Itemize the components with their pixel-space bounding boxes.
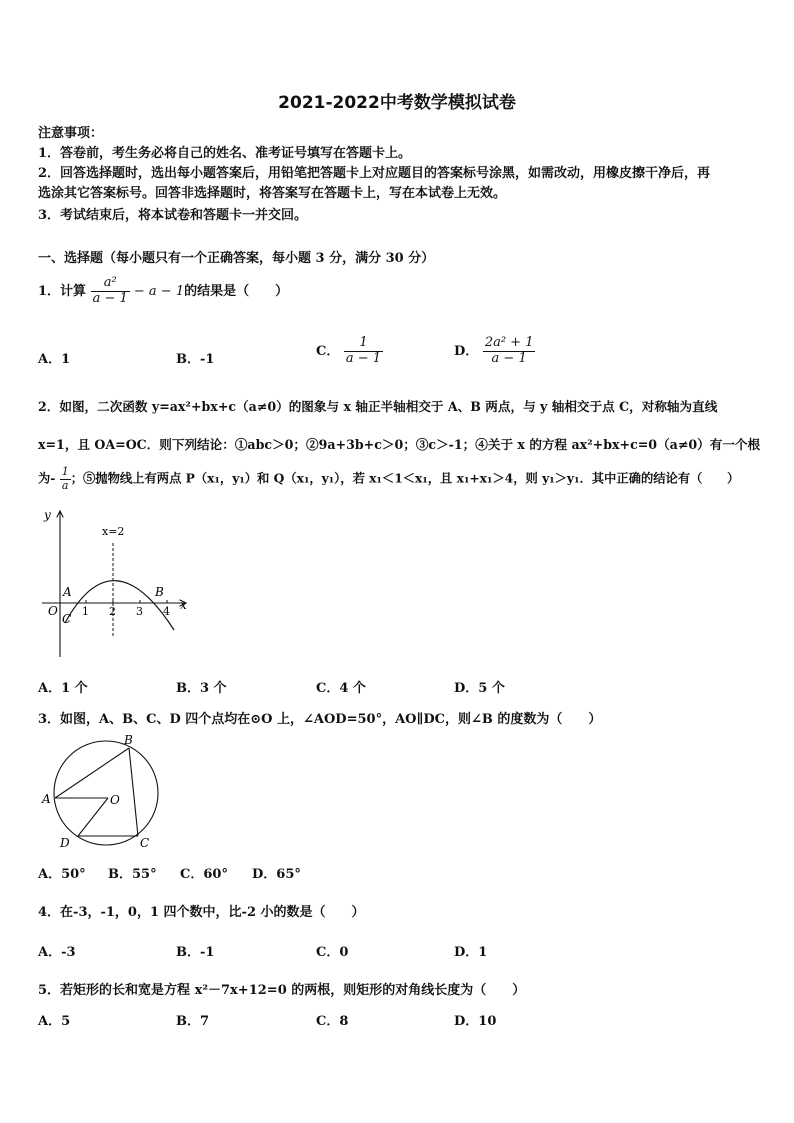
label-d: D [60, 836, 70, 850]
x-axis-label: x [180, 598, 187, 612]
segment-ab [55, 748, 129, 798]
page-title: 2021-2022中考数学模拟试卷 [278, 93, 516, 113]
notice-line-2b: 选涂其它答案标号。回答非选择题时，将答案写在答题卡上，写在本试卷上无效。 [38, 186, 507, 201]
q4-option-c[interactable]: C．0 [316, 945, 349, 960]
q1-option-d-num: 2a² + 1 [484, 335, 534, 350]
notice-line-2a: 2．回答选择题时，选出每小题答案后，用铅笔把答题卡上对应题目的答案标号涂黑，如需改动，用橡皮擦干净后，再 [38, 166, 711, 181]
q2-option-d[interactable]: D．5 个 [454, 681, 505, 696]
label-o: O [110, 793, 120, 807]
question-1 [38, 276, 288, 307]
q1-frac-den: a − 1 [92, 290, 128, 306]
q1-option-c-label: C． [316, 343, 340, 359]
q1-tail: − a − 1 [129, 283, 185, 299]
q2-option-a[interactable]: A．1 个 [38, 681, 88, 696]
tick-label-4: 4 [163, 605, 170, 618]
point-c-label: C [62, 612, 72, 626]
q2-line-1: 2．如图，二次函数 y=ax²+bx+c（a≠0）的图象与 x 轴正半轴相交于 A、B 两点，与 y 轴相交于点 C，对称轴为直线 [38, 399, 718, 414]
q3-option-b[interactable]: B．55° [108, 867, 157, 882]
q2-line-3-rest: ；⑤抛物线上有两点 P（x₁，y₁）和 Q（x₁，y₁），若 x₁＜1＜x₁，且 x₁+x₁＞4，则 y₁＞y₁．其中正确的结论有（ ） [70, 470, 740, 486]
point-b-label: B [155, 585, 164, 599]
q1-fraction [91, 276, 130, 307]
q2-parabola-graph [30, 505, 200, 665]
q1-suffix: 的结果是（ ） [184, 283, 289, 299]
q1-option-d-fraction [483, 336, 536, 367]
q1-option-d-label: D． [454, 343, 479, 359]
q2-line-3 [38, 466, 739, 492]
q1-prefix: 1．计算 [38, 283, 87, 299]
q2-frac-den: a [61, 478, 69, 492]
point-a-label: A [63, 585, 72, 599]
q1-option-c-den: a − 1 [345, 350, 382, 366]
q3-circle-figure [36, 730, 166, 855]
question-4: 4．在-3，-1，0，1 四个数中，比-2 小的数是（ ） [38, 905, 365, 920]
question-3: 3．如图，A、B、C、D 四个点均在⊙O 上，∠AOD=50°，AO∥DC，则∠B 的度数为（ ） [38, 712, 602, 727]
tick-label-1: 1 [82, 605, 89, 618]
q4-option-a[interactable]: A．-3 [38, 945, 76, 960]
q2-frac-num: 1 [61, 465, 69, 478]
notice-heading: 注意事项： [38, 126, 104, 141]
q2-line-3-prefix: 为- [38, 470, 56, 486]
segment-od [78, 798, 108, 836]
segment-bc [129, 748, 138, 836]
section-heading: 一、选择题（每小题只有一个正确答案，每小题 3 分，满分 30 分） [38, 251, 435, 266]
q1-option-c-num: 1 [344, 336, 383, 352]
q1-frac-num: a² [91, 276, 130, 292]
tick-label-3: 3 [136, 605, 143, 618]
tick-label-2: 2 [109, 605, 116, 618]
q2-fraction [60, 466, 71, 492]
q5-option-d[interactable]: D．10 [454, 1014, 497, 1029]
label-a: A [42, 792, 51, 806]
question-5: 5．若矩形的长和宽是方程 x²－7x+12=0 的两根，则矩形的对角线长度为（ ） [38, 983, 526, 998]
q5-option-c[interactable]: C．8 [316, 1014, 349, 1029]
symmetry-line-label: x=2 [102, 525, 125, 538]
q1-option-a[interactable]: A．1 [38, 352, 71, 367]
notice-line-1: 1．答卷前，考生务必将自己的姓名、准考证号填写在答题卡上。 [38, 146, 412, 161]
y-axis-label: y [44, 508, 51, 522]
q3-option-d[interactable]: D．65° [252, 867, 301, 882]
q1-option-c-fraction [344, 336, 383, 367]
q1-option-d[interactable] [454, 336, 535, 367]
q2-line-2: x=1，且 OA=OC．则下列结论：①abc＞0；②9a+3b+c＞0；③c＞-1；④关于 x 的方程 ax²+bx+c=0（a≠0）有一个根 [38, 437, 761, 452]
origin-label: O [48, 604, 58, 618]
circle-o [54, 741, 158, 845]
q3-option-c[interactable]: C．60° [180, 867, 228, 882]
q1-option-d-den: a − 1 [491, 350, 527, 366]
q5-option-b[interactable]: B．7 [176, 1014, 210, 1029]
q2-option-c[interactable]: C．4 个 [316, 681, 366, 696]
label-c: C [140, 836, 150, 850]
label-b: B [124, 733, 133, 747]
q1-option-c[interactable] [316, 336, 383, 367]
q3-option-a[interactable]: A．50° [38, 867, 86, 882]
q1-option-b[interactable]: B．-1 [176, 352, 215, 367]
notice-line-3: 3．考试结束后，将本试卷和答题卡一并交回。 [38, 208, 308, 223]
q4-option-d[interactable]: D．1 [454, 945, 488, 960]
q2-option-b[interactable]: B．3 个 [176, 681, 227, 696]
q4-option-b[interactable]: B．-1 [176, 945, 215, 960]
q5-option-a[interactable]: A．5 [38, 1014, 71, 1029]
